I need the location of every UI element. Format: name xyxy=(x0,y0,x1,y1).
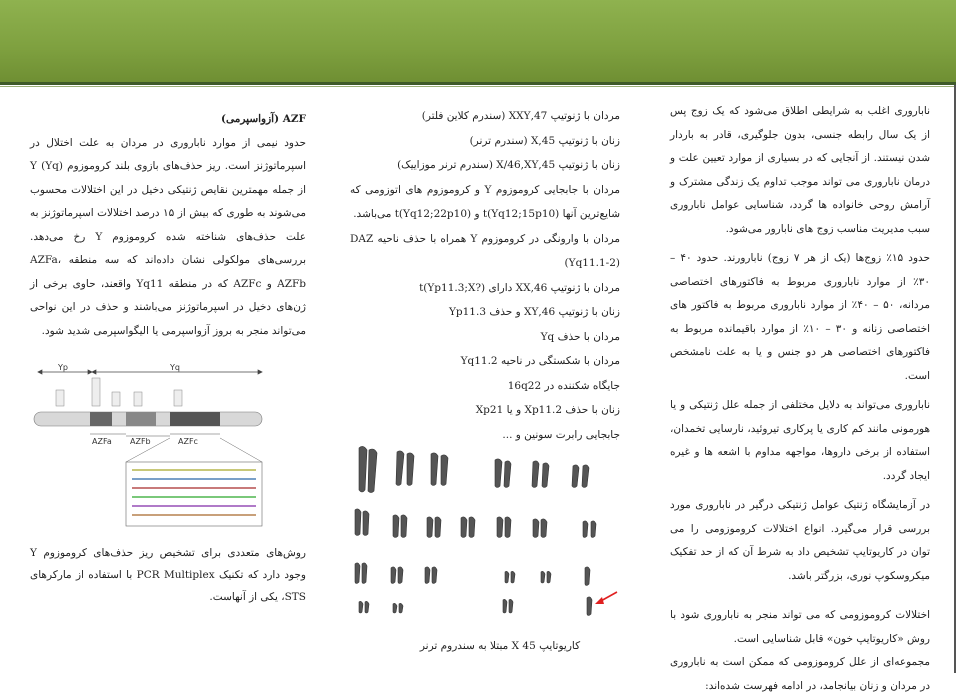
list-item: مردان با جابجایی کروموزوم Y و کروموزوم های اتوزومی که شایع‌ترین آنها t(Yq12;15p10) و t(Yq12;22p10) می‌باشد. xyxy=(350,183,620,220)
header-divider xyxy=(0,82,956,85)
list-item: مردان با شکستگی در ناحیه Yq11.2 xyxy=(460,355,620,367)
list-item: زنان با ژنوتیپ 45,X/46,XY (سندرم ترنر موزاییک) xyxy=(397,159,620,171)
azfa-label: AZFa xyxy=(92,437,112,446)
list-item: زنان با ژنوتیپ 46,XY و حذف Yp11.3 xyxy=(448,306,620,318)
yp-label: Yp xyxy=(58,363,68,372)
karyotype-caption: کاریوتایپ 45 X مبتلا به سندروم ترنر xyxy=(419,640,581,652)
paragraph-infertility-causes: ناباروری می‌تواند به دلایل مختلفی از جمله علل ژنتیکی و یا هورمونی مانند کم کاری یا پرکاری تیروئید، نارسایی تخمدان، استفاده از برخی داروها، مواجهه مداوم با اشعه ها و غیره ایجاد گردد. xyxy=(670,399,930,482)
paragraph-infertility-definition: ناباروری اغلب به شرایطی اطلاق می‌شود که یک زوج پس از یک سال رابطه جنسی، بدون جلوگیری، قادر به باردار شدن نیستند. از آنجایی که در بسیاری از موارد تعیین علت و درمان ناباروری می تواند موجب تداوم یک زندگی مشترک و آرامش روحی خانواده ها گردد، شناسایی عوامل ناباروری سبب مدیریت مناسب زوج های نابارور می‌شود. xyxy=(670,105,930,235)
yq-label: Yq xyxy=(170,363,180,372)
left-column xyxy=(30,108,306,343)
list-item: مردان با وارونگی در کروموزوم Y همراه با حذف ناحیه DAZ (Yq11.1-2) xyxy=(350,232,620,269)
list-item: زنان با حذف Xp11.2 و یا Xp21 xyxy=(475,404,620,416)
paragraph-genetic-lab: در آزمایشگاه ژنتیک عوامل ژنتیکی درگیر در ناباروری مورد بررسی قرار می‌گیرد. انواع اختلالات کروموزومی را می توان در کاریوتایپ تشخیص داد به شرط آن که از حد تفکیک میکروسکوپ نوری، بزرگتر باشد. xyxy=(670,499,930,582)
paragraph-infertility-stats: حدود ۱۵٪ زوج‌ها (یک از هر ۷ زوج) نابارورند. حدود ۴۰ – ۳۰٪ از موارد ناباروری مربوط به فاکتورهای اختصاصی مردانه، ۵۰ – ۴۰٪ از موارد ناباروری مربوط به فاکتور های اختصاصی زنانه و ۳۰ – ۱۰٪ از موارد باقیمانده مربوط به فاکتورهای اختصاصی هر دو جنس و یا به علت نامشخص است. xyxy=(670,252,931,382)
paragraph-karyotype-detection: اختلالات کروموزومی که می تواند منجر به ناباروری شود با روش «کاریوتایپ خون» قابل شناسایی است. xyxy=(670,609,930,645)
header-banner xyxy=(0,0,956,82)
paragraph-chromosomal-causes-intro: مجموعه‌ای از علل کروموزومی که ممکن است به ناباروری در مردان و زنان بیانجامد، در ادامه فهرست شده‌اند: xyxy=(670,656,930,692)
arrow-icon xyxy=(595,592,617,604)
list-item: جابجایی رابرت سونین و ... xyxy=(502,428,620,441)
azfc-label: AZFc xyxy=(178,437,198,446)
pcr-paragraph-block xyxy=(30,542,306,608)
middle-column xyxy=(350,104,620,447)
right-column xyxy=(670,100,930,698)
paragraph-azf: حدود نیمی از موارد ناباروری در مردان به علت اختلال در اسپرماتوژنز است. ریز حذف‌های بازوی بلند کروموزوم Y (Yq) از جمله مهمترین نقایص ژنتیکی دخیل در این اختلالات محسوب می‌شوند به طوری که بیش از ۱۵ درصد اختلالات اسپرماتوژنز به علت حذف‌های شناخته شده کروموزوم Y رخ می‌دهد. بررسی‌های مولکولی نشان داده‌اند که سه منطقه AZFa، AZFb و AZFc که در منطقه Yq11 واقعند، حاوی برخی از ژن‌های دخیل در اسپرماتوژنز می‌باشند و حذف در این نواحی می‌تواند منجر به بروز آزواسپرمی یا الیگواسپرمی شدید شود. xyxy=(30,136,307,337)
azfb-label: AZFb xyxy=(130,437,151,446)
list-item: جایگاه شکننده در 16q22 xyxy=(507,379,620,392)
list-item: مردان با ژنوتیپ 47,XXY (سندرم کلاین فلتر) xyxy=(421,110,620,122)
list-item: مردان با حذف Yq xyxy=(540,330,620,343)
list-item: زنان با ژنوتیپ 45,X (سندرم ترنر) xyxy=(469,134,620,147)
section-heading-azf: AZF (آزواسپرمی) xyxy=(221,113,306,125)
y-chromosome-diagram xyxy=(30,362,270,532)
paragraph-pcr: روش‌های متعددی برای تشخیص ریز حذف‌های کروموزوم Y وجود دارد که تکنیک PCR Multiplex با استفاده از مارکرهای STS، یکی از آنهاست. xyxy=(30,547,306,603)
header-divider-thin xyxy=(0,86,956,87)
list-item: مردان با ژنوتیپ 46,XX دارای t(Yp11.3;X?) xyxy=(419,281,620,294)
karyotype-image xyxy=(345,440,625,630)
